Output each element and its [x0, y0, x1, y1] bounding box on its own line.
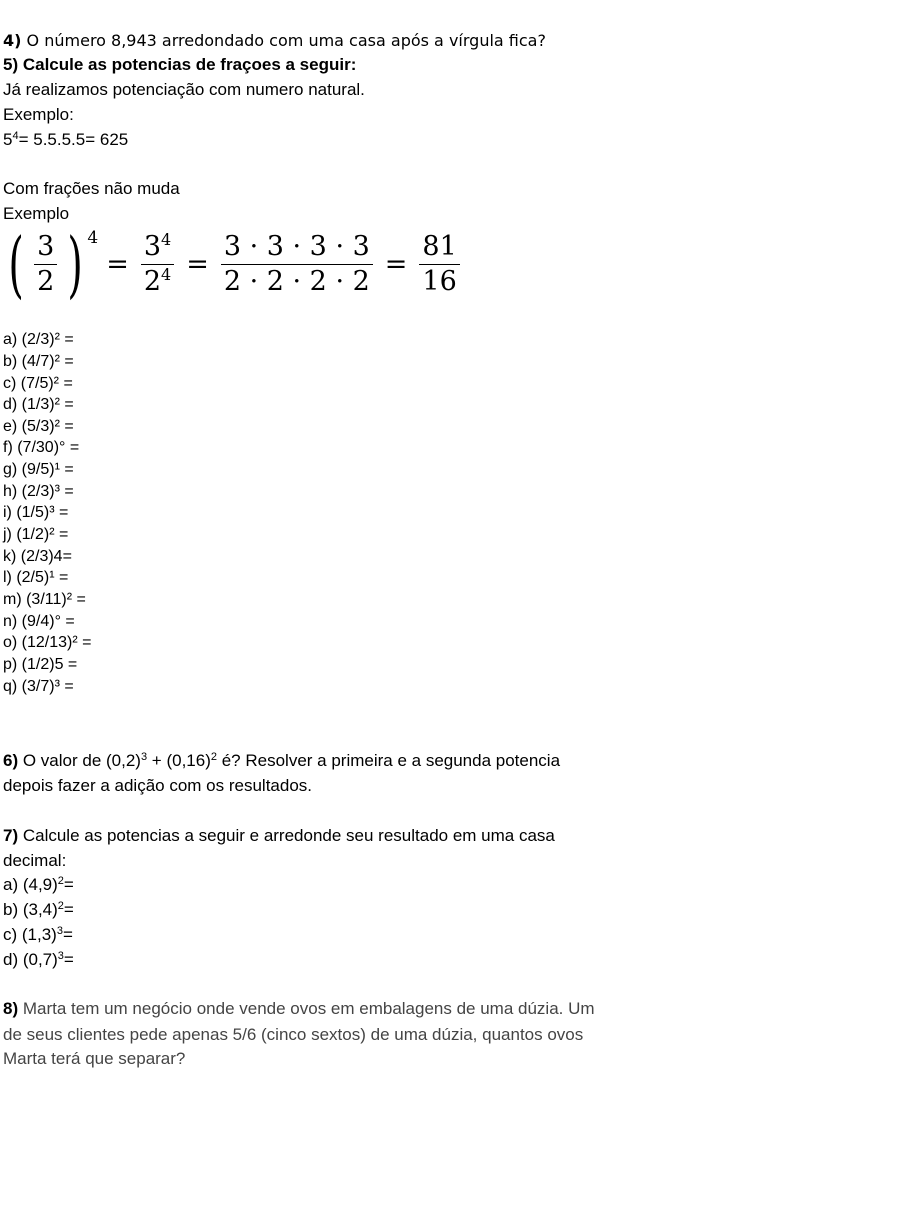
left-parenthesis: (: [8, 222, 24, 306]
list-item: g) (9/5)¹ =: [3, 461, 74, 478]
fraction-numerator: 3: [37, 230, 55, 262]
list-item: h) (2/3)³ =: [3, 483, 74, 500]
fraction-denominator: 2 · 2 · 2 · 2: [221, 264, 373, 297]
question-text: O valor de (0,2): [18, 751, 141, 770]
question-number: 7): [3, 826, 19, 845]
list-item: e) (5/3)² =: [3, 418, 74, 435]
question-4: [3, 31, 546, 51]
powers-fraction: [141, 229, 174, 297]
fractions-note: Com frações não muda: [3, 179, 180, 198]
exponent: 2: [210, 751, 217, 763]
expanded-fraction: [221, 232, 373, 297]
list-item: f) (7/30)° =: [3, 439, 80, 456]
question-5-line: Já realizamos potenciação com numero natural.: [3, 80, 365, 99]
fraction-numerator: $3^4$: [143, 229, 172, 262]
list-item: i) (1/5)³ =: [3, 504, 69, 521]
fraction-denominator: 16: [419, 264, 459, 297]
right-parenthesis: ): [67, 222, 84, 306]
question-number: 8): [3, 999, 19, 1018]
list-item: a) (2/3)² =: [3, 331, 74, 348]
fraction-denominator: $2^4$: [141, 264, 174, 297]
question-6-line-2: depois fazer a adição com os resultados.: [3, 776, 313, 795]
example-base: 5: [3, 130, 13, 149]
question-text: O número 8,943 arredondado com uma casa após a vírgula fica?: [26, 31, 546, 50]
list-item: n) (9/4)° =: [3, 613, 75, 630]
example-result: = 5.5.5.5= 625: [18, 130, 129, 149]
list-item: c) (7/5)² =: [3, 375, 73, 392]
fraction-denominator: 2: [34, 264, 57, 297]
list-item: b) $(3,4)^2=$: [3, 900, 74, 919]
example-label: Exemplo:: [3, 105, 74, 124]
list-item: d) (1/3)² =: [3, 396, 74, 413]
question-text: é? Resolver a primeira e a segunda potencia: [217, 751, 561, 770]
list-item: d) $(0,7)^3=$: [3, 950, 74, 969]
power-of-fraction-formula: [2, 222, 464, 306]
list-item: c) $(1,3)^3=$: [3, 925, 73, 944]
list-item: b) (4/7)² =: [3, 353, 74, 370]
question-6: [3, 751, 560, 771]
list-item: q) (3/7)³ =: [3, 678, 74, 695]
equals-sign: =: [384, 248, 408, 280]
question-number: 4): [3, 31, 22, 50]
result-fraction: [419, 232, 459, 297]
list-item: a) $(4,9)^2=$: [3, 875, 74, 894]
example-power: [3, 130, 128, 150]
list-item: m) (3/11)² =: [3, 591, 86, 608]
fraction-numerator: 81: [422, 230, 457, 262]
exponent: 3: [140, 751, 148, 763]
question-5-title: 5) Calcule as potencias de fraçoes a seguir:: [3, 55, 357, 74]
example-label-2: Exemplo: [3, 204, 70, 223]
question-8-line-2: de seus clientes pede apenas 5/6 (cinco sextos) de uma dúzia, quantos ovos: [3, 1025, 584, 1044]
question-8: [3, 999, 595, 1019]
fraction-numerator: 3 · 3 · 3 · 3: [223, 230, 370, 262]
question-7-line-2: decimal:: [3, 851, 67, 870]
base-fraction: [34, 232, 57, 297]
question-8-line-3: Marta terá que separar?: [3, 1049, 186, 1068]
list-item: l) (2/5)¹ =: [3, 569, 69, 586]
equals-sign: =: [106, 248, 129, 280]
example-exponent: 4: [12, 130, 19, 142]
list-item: o) (12/13)² =: [3, 634, 92, 651]
outer-exponent: 4: [87, 228, 99, 248]
list-item: k) (2/3)4=: [3, 548, 72, 565]
list-item: p) (1/2)5 =: [3, 656, 78, 673]
question-text: Calcule as potencias a seguir e arredonde seu resultado em uma casa: [18, 826, 555, 845]
equals-sign: =: [186, 248, 209, 280]
question-number: 6): [3, 751, 19, 770]
question-text: Marta tem um negócio onde vende ovos em embalagens de uma dúzia. Um: [18, 999, 595, 1018]
question-7: [3, 826, 555, 846]
list-item: j) (1/2)² =: [3, 526, 69, 543]
question-text: + (0,16): [147, 751, 211, 770]
